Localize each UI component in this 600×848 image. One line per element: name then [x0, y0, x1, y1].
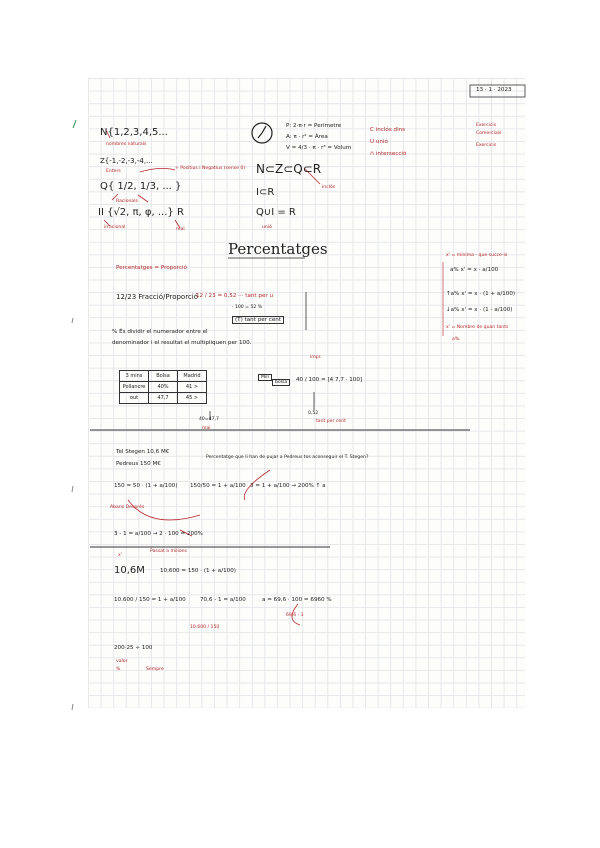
- second-a2: 10,600 = 150 · (1 + a/100): [160, 568, 236, 574]
- second-b2: 70,6 - 1 = a/100: [200, 597, 246, 603]
- second-b4: 10.600 / 150: [190, 625, 220, 630]
- problem-labels: Abans Després: [110, 505, 145, 510]
- problem-note: Passat a milions: [150, 549, 187, 554]
- side-note-2: a% x' = x · a/100: [450, 267, 499, 273]
- second-c2: %: [116, 667, 121, 672]
- table-cell: 45 >: [178, 393, 207, 404]
- problem-eq-3: 3 = 1 + a/100 → 200% ↑ a: [250, 483, 326, 489]
- second-c1: 200·25 ÷ 100: [114, 645, 153, 651]
- ratio-calc: 40 / 100 = [4 7,7 · 100]: [296, 377, 363, 383]
- ratio-min: Min: [258, 376, 272, 381]
- side-note-1: x' = mínima - que succe-ix: [446, 253, 508, 258]
- irrationals-in-reals: I⊂R: [256, 187, 275, 198]
- table-cell: 40%: [149, 382, 178, 393]
- second-b3: a = 69,6 · 100 = 6960 %: [262, 597, 332, 603]
- subtitle: Percentatges = Proporció: [116, 265, 187, 271]
- side-note-3: ↑a% x' = x · (1 + a/100): [446, 291, 516, 297]
- table-cell: Bolsa: [149, 371, 178, 382]
- integers-set: Z{-1,-2,-3,-4,...: [100, 157, 153, 165]
- ratio-result: 0,52: [308, 411, 319, 416]
- percent-text-1: % És dividir el numerador entre el: [112, 329, 208, 335]
- table-cell: 41 >: [178, 382, 207, 393]
- rationals-set: Q{ 1/2, 1/3, ... }: [100, 181, 182, 192]
- fraction-line: 12/23 Fracció/Proporció: [116, 293, 198, 301]
- fraction-detail: · 100 = 52 %: [232, 305, 263, 310]
- problem-eq-4: 3 - 1 = a/100 → 2 · 100 = 200%: [114, 531, 203, 537]
- ratio-bolsa: bolsa: [272, 381, 290, 386]
- ratio-result-note: tant per cent: [316, 419, 346, 424]
- comparison-table: [119, 370, 207, 404]
- rationals-note: Racionals: [116, 199, 138, 204]
- table-below-note: mai: [202, 426, 211, 431]
- right-note-3: Exercicis: [476, 143, 497, 148]
- set-op-intersection: ∩ intersecció: [370, 151, 407, 157]
- union-note: unió: [262, 225, 272, 230]
- area-formula: A: π · r² = Àrea: [286, 134, 328, 140]
- inclusion-chain: N⊂Z⊂Q⊂R: [256, 162, 322, 176]
- reals-note: real: [176, 227, 185, 232]
- integers-note-2: + Positius i Negatius (sense 0): [175, 166, 246, 171]
- second-c4: valor: [116, 659, 128, 664]
- problem-question: Percentatge que li han de pujar a Pedreus tos aconseguir el T. Stegen?: [206, 455, 369, 460]
- problem-x: x': [118, 553, 122, 558]
- percent-text-2: denominador i el resultat el multipliquen per 100.: [112, 340, 252, 346]
- union-formula: Q∪I = R: [256, 207, 296, 218]
- side-note-5: x' = Nombre de quan tants: [446, 325, 509, 330]
- table-row: [120, 382, 207, 393]
- right-note-2: Comercials: [476, 131, 502, 136]
- integers-note: Enters: [106, 169, 121, 174]
- ratio-impr: impr.: [310, 355, 322, 360]
- second-b5: 69,6 - 1: [286, 613, 304, 618]
- table-row: [120, 393, 207, 404]
- fraction-note: (T) tant per cent: [232, 318, 284, 324]
- second-c3: Sempre: [146, 667, 164, 672]
- table-cell: Madrid: [178, 371, 207, 382]
- volume-formula: V = 4/3 · π · r³ = Volum: [286, 145, 352, 151]
- second-b1: 10.600 / 150 = 1 + a/100: [114, 597, 186, 603]
- table-cell: Pollancre: [120, 382, 149, 393]
- naturals-note: nombres naturals: [106, 142, 147, 147]
- table-cell: 3 mins: [120, 371, 149, 382]
- page-title: Percentatges: [228, 240, 328, 258]
- table-cell: out: [120, 393, 149, 404]
- inclusion-note: inclós: [322, 185, 336, 190]
- right-note-1: Exercicis: [476, 123, 497, 128]
- fraction-calc: 12 / 23 = 0,52 ··· tant per u: [196, 293, 274, 299]
- problem-eq-2: 150/50 = 1 + a/100: [190, 483, 246, 489]
- table-cell: 47,7: [149, 393, 178, 404]
- date-label: 13 · 1 · 2023: [476, 87, 512, 93]
- set-op-included: C inclós dins: [370, 127, 406, 133]
- irrationals-note: irracional: [104, 225, 126, 230]
- problem-eq-1: 150 = 50 · (1 + a/100): [114, 483, 178, 489]
- irrationals-set: II {√2, π, φ, ...} R: [98, 207, 184, 218]
- naturals-set: N{1,2,3,4,5...: [100, 127, 168, 138]
- side-note-6: a%.: [452, 337, 461, 342]
- side-note-4: ↓a% x' = x · (1 - a/100): [446, 307, 513, 313]
- perimeter-formula: P: 2·π·r = Perímetre: [286, 123, 342, 129]
- problem-line-2: Pedreus 150 M€: [116, 461, 161, 467]
- table-below: 40=47,7: [199, 417, 219, 422]
- problem-line-1: Tel Stegen 10,6 M€: [116, 449, 170, 455]
- table-row: [120, 371, 207, 382]
- second-a1: 10,6M: [114, 565, 145, 576]
- set-op-union: U unió: [370, 139, 388, 145]
